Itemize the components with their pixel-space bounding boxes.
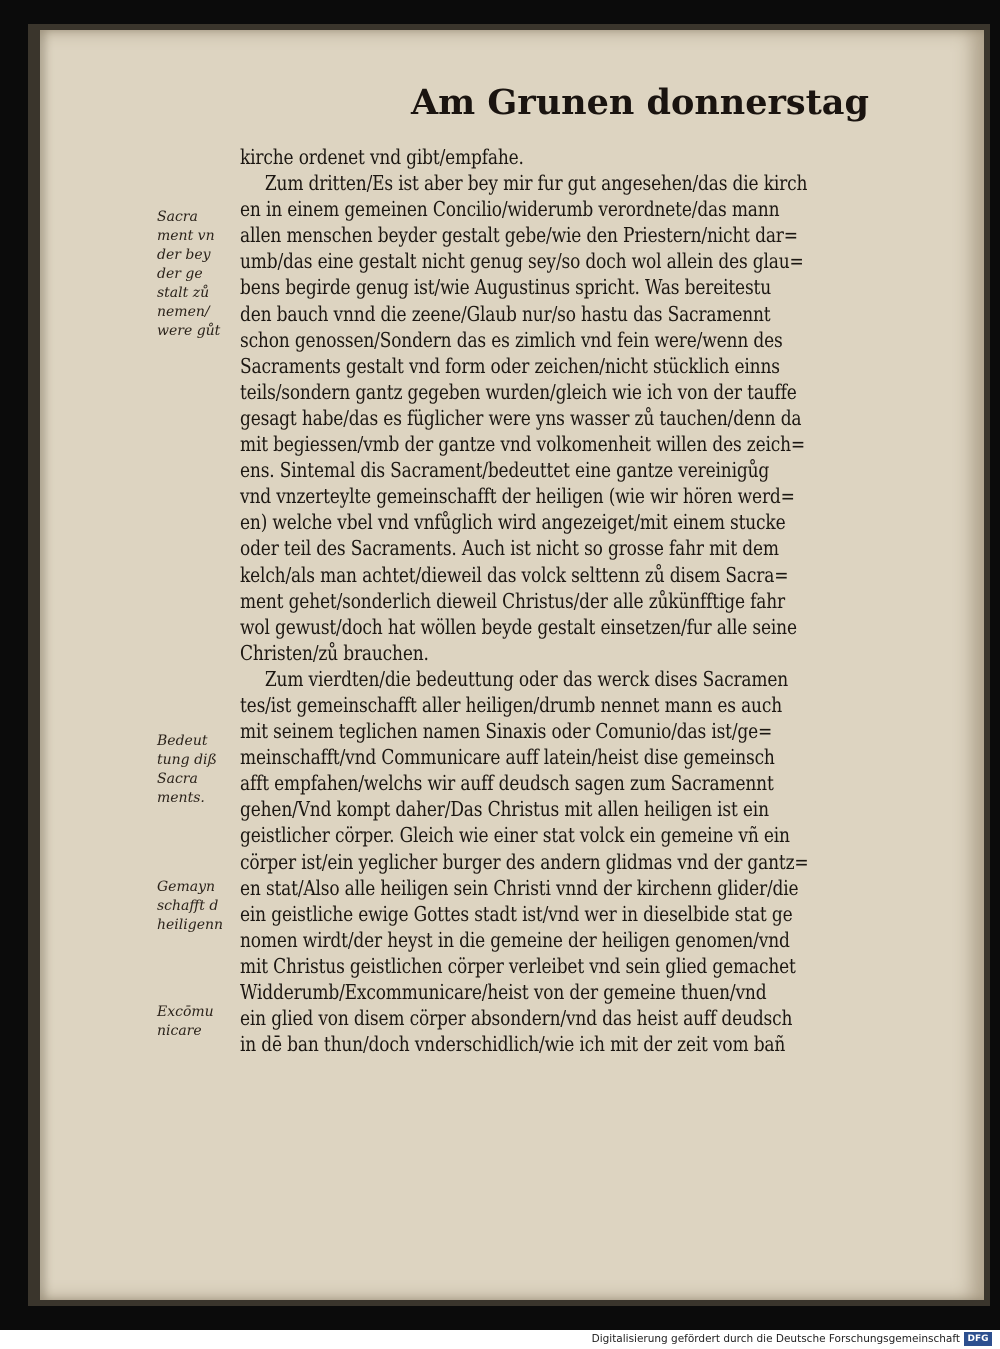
text-line: kirche ordenet vnd gibt/empfahe. bbox=[240, 145, 524, 169]
margin-note-excommunicare bbox=[157, 1003, 252, 1041]
text-line: schon genossen/Sondern das es zimlich vnd fein were/wenn des bbox=[240, 327, 783, 352]
footer-bar bbox=[0, 1330, 1000, 1349]
text-line: meinschafft/vnd Communicare auff latein/heist dise gemeinsch bbox=[240, 745, 775, 770]
text-line: mit seinem teglichen namen Sinaxis oder Comunio/das ist/ge= bbox=[240, 719, 773, 744]
text-line: en) welche vbel vnd vnfůglich wird angezeiget/mit einem stucke bbox=[240, 510, 786, 535]
margin-note-line: Excōmu bbox=[157, 1004, 214, 1020]
margin-note-line: nicare bbox=[157, 1023, 202, 1039]
text-line: geistlicher cörper. Gleich wie einer stat volck ein gemeine vñ ein bbox=[240, 823, 790, 848]
text-line: mit Christus geistlichen cörper verleibet vnd sein glied gemachet bbox=[240, 953, 796, 978]
text-line: vnd vnzerteylte gemeinschafft der heiligen (wie wir hören werd= bbox=[240, 484, 795, 509]
funding-credit: Digitalisierung gefördert durch die Deutsche Forschungsgemeinschaft bbox=[591, 1333, 960, 1345]
text-line: oder teil des Sacraments. Auch ist nicht so grosse fahr mit dem bbox=[240, 536, 779, 561]
text-line: nomen wirdt/der heyst in die gemeine der heiligen genomen/vnd bbox=[240, 927, 790, 952]
text-line: wol gewust/doch hat wöllen beyde gestalt einsetzen/fur alle seine bbox=[240, 614, 797, 639]
text-line: in dē ban thun/doch vnderschidlich/wie ich mit der zeit vom bañ bbox=[240, 1032, 786, 1057]
text-line: teils/sondern gantz gegeben wurden/gleich wie ich von der tauffe bbox=[240, 379, 797, 404]
text-line: umb/das eine gestalt nicht genug sey/so doch wol allein des glau= bbox=[240, 249, 804, 274]
margin-note-line: der bey bbox=[157, 247, 211, 263]
text-line: gesagt habe/das es füglicher were yns wasser zů tauchen/denn da bbox=[240, 405, 802, 430]
margin-note-bedeutung bbox=[157, 732, 252, 808]
text-line: Widderumb/Excommunicare/heist von der gemeine thuen/vnd bbox=[240, 980, 767, 1004]
text-line: en in einem gemeinen Concilio/widerumb verordnete/das mann bbox=[240, 197, 780, 222]
margin-note-line: schafft d bbox=[157, 898, 219, 914]
running-header: Am Grunen donnerstag bbox=[411, 82, 869, 123]
text-line: ein geistliche ewige Gottes stadt ist/vnd wer in dieselbide stat ge bbox=[240, 901, 793, 926]
main-text-block bbox=[240, 144, 940, 1057]
text-line: Sacraments gestalt vnd form oder zeichen/nicht stücklich einns bbox=[240, 353, 780, 378]
text-line: afft empfahen/welchs wir auff deudsch sagen zum Sacramennt bbox=[240, 771, 774, 796]
text-line: Christen/zů brauchen. bbox=[240, 640, 429, 665]
text-line: Zum vierdten/die bedeuttung oder das werck dises Sacramen bbox=[264, 666, 789, 691]
text-line: bens begirde genug ist/wie Augustinus spricht. Was bereitestu bbox=[240, 275, 771, 300]
margin-note-line: heiligenn bbox=[157, 917, 224, 933]
margin-note-line: tung diß bbox=[157, 752, 217, 768]
text-line: cörper ist/ein yeglicher burger des andern glidmas vnd der gantz= bbox=[240, 849, 809, 874]
text-line: ein glied von disem cörper absondern/vnd das heist auff deudsch bbox=[240, 1006, 793, 1031]
margin-note-line: Sacra bbox=[157, 209, 198, 225]
text-line: allen menschen beyder gestalt gebe/wie den Priestern/nicht dar= bbox=[240, 223, 798, 248]
text-line: kelch/als man achtet/dieweil das volck selttenn zů disem Sacra= bbox=[240, 562, 789, 587]
text-line: gehen/Vnd kompt daher/Das Christus mit allen heiligen ist ein bbox=[240, 797, 769, 822]
margin-note-line: were gůt bbox=[157, 323, 221, 339]
text-line: en stat/Also alle heiligen sein Christi vnnd der kirchenn glider/die bbox=[240, 875, 799, 900]
margin-note-gemeinschaft bbox=[157, 878, 252, 935]
dfg-logo: DFG bbox=[964, 1332, 992, 1346]
margin-note-line: ment vn bbox=[157, 228, 215, 244]
margin-note-line: nemen/ bbox=[157, 304, 210, 320]
margin-note-line: stalt zů bbox=[157, 285, 210, 301]
text-line: den bauch vnnd die zeene/Glaub nur/so hastu das Sacramennt bbox=[240, 301, 771, 326]
text-line: tes/ist gemeinschafft aller heiligen/drumb nennet mann es auch bbox=[240, 692, 783, 717]
text-line: mit begiessen/vmb der gantze vnd volkomenheit willen des zeich= bbox=[240, 432, 806, 457]
margin-note-line: Gemayn bbox=[157, 879, 216, 895]
margin-note-line: der ge bbox=[157, 266, 203, 282]
text-line: ens. Sintemal dis Sacrament/bedeuttet eine gantze vereinigůg bbox=[240, 458, 770, 483]
margin-note-line: Sacra bbox=[157, 771, 198, 787]
text-line: ment gehet/sonderlich dieweil Christus/der alle zůkünfftige fahr bbox=[240, 588, 785, 613]
margin-note-line: Bedeut bbox=[157, 733, 208, 749]
margin-note-sacrament bbox=[157, 208, 252, 341]
text-line: Zum dritten/Es ist aber bey mir fur gut angesehen/das die kirch bbox=[264, 171, 808, 196]
margin-note-line: ments. bbox=[157, 790, 205, 806]
